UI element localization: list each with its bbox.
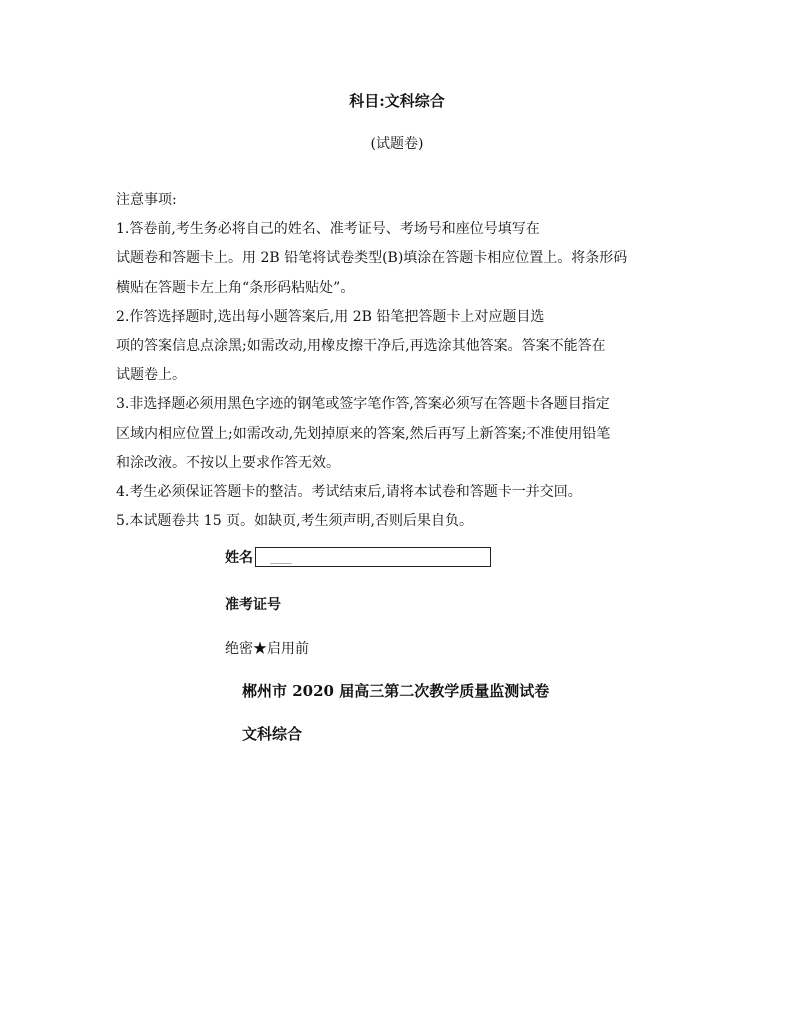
instruction-line: 项的答案信息点涂黑;如需改动,用橡皮擦干净后,再选涂其他答案。答案不能答在 bbox=[116, 337, 606, 354]
instruction-line: 4.考生必须保证答题卡的整洁。考试结束后,请将本试卷和答题卡一并交回。 bbox=[116, 483, 582, 500]
name-field[interactable] bbox=[255, 547, 491, 567]
instruction-line: 3.非选择题必须用黑色字迹的钢笔或签字笔作答,答案必须写在答题卡各题目指定 bbox=[116, 396, 610, 413]
name-field-value: ___ bbox=[270, 550, 292, 564]
exam-subject: 文科综合 bbox=[242, 725, 303, 743]
instructions-title: 注意事项: bbox=[116, 192, 177, 208]
instruction-line: 横贴在答题卡左上角“条形码粘贴处”。 bbox=[116, 279, 355, 296]
name-label: 姓名 bbox=[225, 550, 253, 566]
instruction-line: 试题卷和答题卡上。用 2B 铅笔将试卷类型(B)填涂在答题卡相应位置上。将条形码 bbox=[116, 250, 628, 267]
exam-title: 郴州市 2020 届高三第二次教学质量监测试卷 bbox=[242, 682, 550, 700]
instruction-line: 2.作答选择题时,选出每小题答案后,用 2B 铅笔把答题卡上对应题目选 bbox=[116, 308, 545, 325]
paper-type-label: (试题卷) bbox=[370, 136, 424, 152]
instructions-block bbox=[116, 186, 686, 536]
subject-heading: 科目:文科综合 bbox=[349, 92, 445, 110]
name-row bbox=[225, 547, 491, 567]
instruction-line: 5.本试题卷共 15 页。如缺页,考生须声明,否则后果自负。 bbox=[116, 513, 473, 530]
instruction-line: 1.答卷前,考生务必将自己的姓名、准考证号、考场号和座位号填写在 bbox=[116, 221, 540, 238]
instruction-line: 和涂改液。不按以上要求作答无效。 bbox=[116, 454, 340, 471]
secrecy-label: 绝密★启用前 bbox=[225, 641, 309, 657]
instruction-line: 试题卷上。 bbox=[116, 367, 186, 384]
exam-id-label: 准考证号 bbox=[225, 597, 281, 613]
instruction-line: 区域内相应位置上;如需改动,先划掉原来的答案,然后再写上新答案;不准使用铅笔 bbox=[116, 425, 611, 442]
